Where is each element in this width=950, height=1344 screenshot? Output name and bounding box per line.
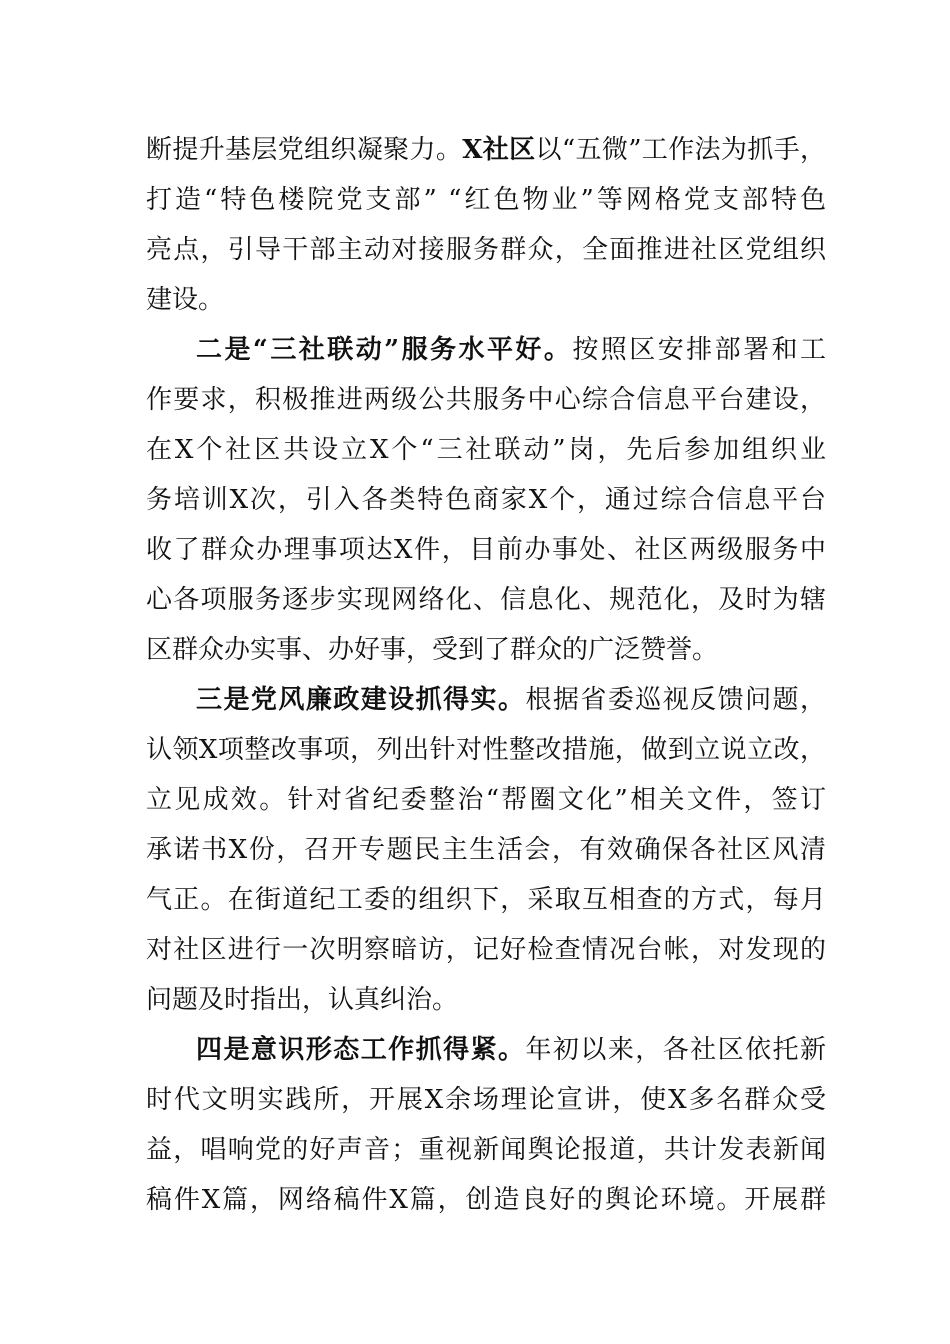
text-line: 认领X项整改事项，列出针对性整改措施，做到立说立改，	[146, 735, 826, 765]
paragraph-heading-line	[196, 1033, 826, 1067]
paragraph-heading-line	[196, 333, 826, 367]
text-line: 气正。在街道纪工委的组织下，采取互相查的方式，每月	[146, 885, 826, 915]
paragraph-heading-line	[196, 683, 826, 717]
text-line: 务培训X次，引入各类特色商家X个，通过综合信息平台	[146, 485, 826, 515]
text-line: 收了群众办理事项达X件，目前办事处、社区两级服务中	[146, 535, 826, 565]
paragraph-heading: 三是党风廉政建设抓得实。	[196, 685, 526, 715]
text-line: 作要求，积极推进两级公共服务中心综合信息平台建设，	[146, 385, 826, 415]
text-run: 按照区安排部署和工	[572, 335, 826, 365]
paragraph-heading: 四是意识形态工作抓得紧。	[196, 1035, 526, 1065]
paragraph-heading: 二是“三社联动”服务水平好。	[196, 335, 573, 365]
text-line: 承诺书X份，召开专题民主生活会，有效确保各社区风清	[146, 835, 826, 865]
text-run: 年初以来，各社区依托新	[525, 1035, 826, 1065]
bold-text-run: X社区	[462, 135, 536, 165]
text-run: 根据省委巡视反馈问题，	[525, 685, 826, 715]
text-line: 心各项服务逐步实现网络化、信息化、规范化，及时为辖	[146, 585, 826, 615]
text-line	[146, 133, 826, 167]
text-line: 问题及时指出，认真纠治。	[146, 985, 459, 1015]
text-line: 打造“特色楼院党支部” “红色物业”等网格党支部特色	[146, 185, 826, 215]
text-line: 区群众办实事、办好事，受到了群众的广泛赞誉。	[146, 635, 719, 665]
text-run: 断提升基层党组织凝聚力。	[146, 135, 463, 165]
text-line: 在X个社区共设立X个“三社联动”岗，先后参加组织业	[146, 435, 826, 465]
text-line: 立见成效。针对省纪委整治“帮圈文化”相关文件，签订	[146, 785, 826, 815]
text-line: 稿件X篇，网络稿件X篇，创造良好的舆论环境。开展群	[146, 1185, 826, 1215]
text-line: 建设。	[146, 285, 225, 315]
text-run: 以“五微”工作法为抓手，	[535, 135, 826, 165]
text-line: 亮点，引导干部主动对接服务群众，全面推进社区党组织	[146, 235, 826, 265]
text-line: 益，唱响党的好声音；重视新闻舆论报道，共计发表新闻	[146, 1135, 826, 1165]
text-line: 时代文明实践所，开展X余场理论宣讲，使X多名群众受	[146, 1085, 826, 1115]
text-line: 对社区进行一次明察暗访，记好检查情况台帐，对发现的	[146, 935, 826, 965]
